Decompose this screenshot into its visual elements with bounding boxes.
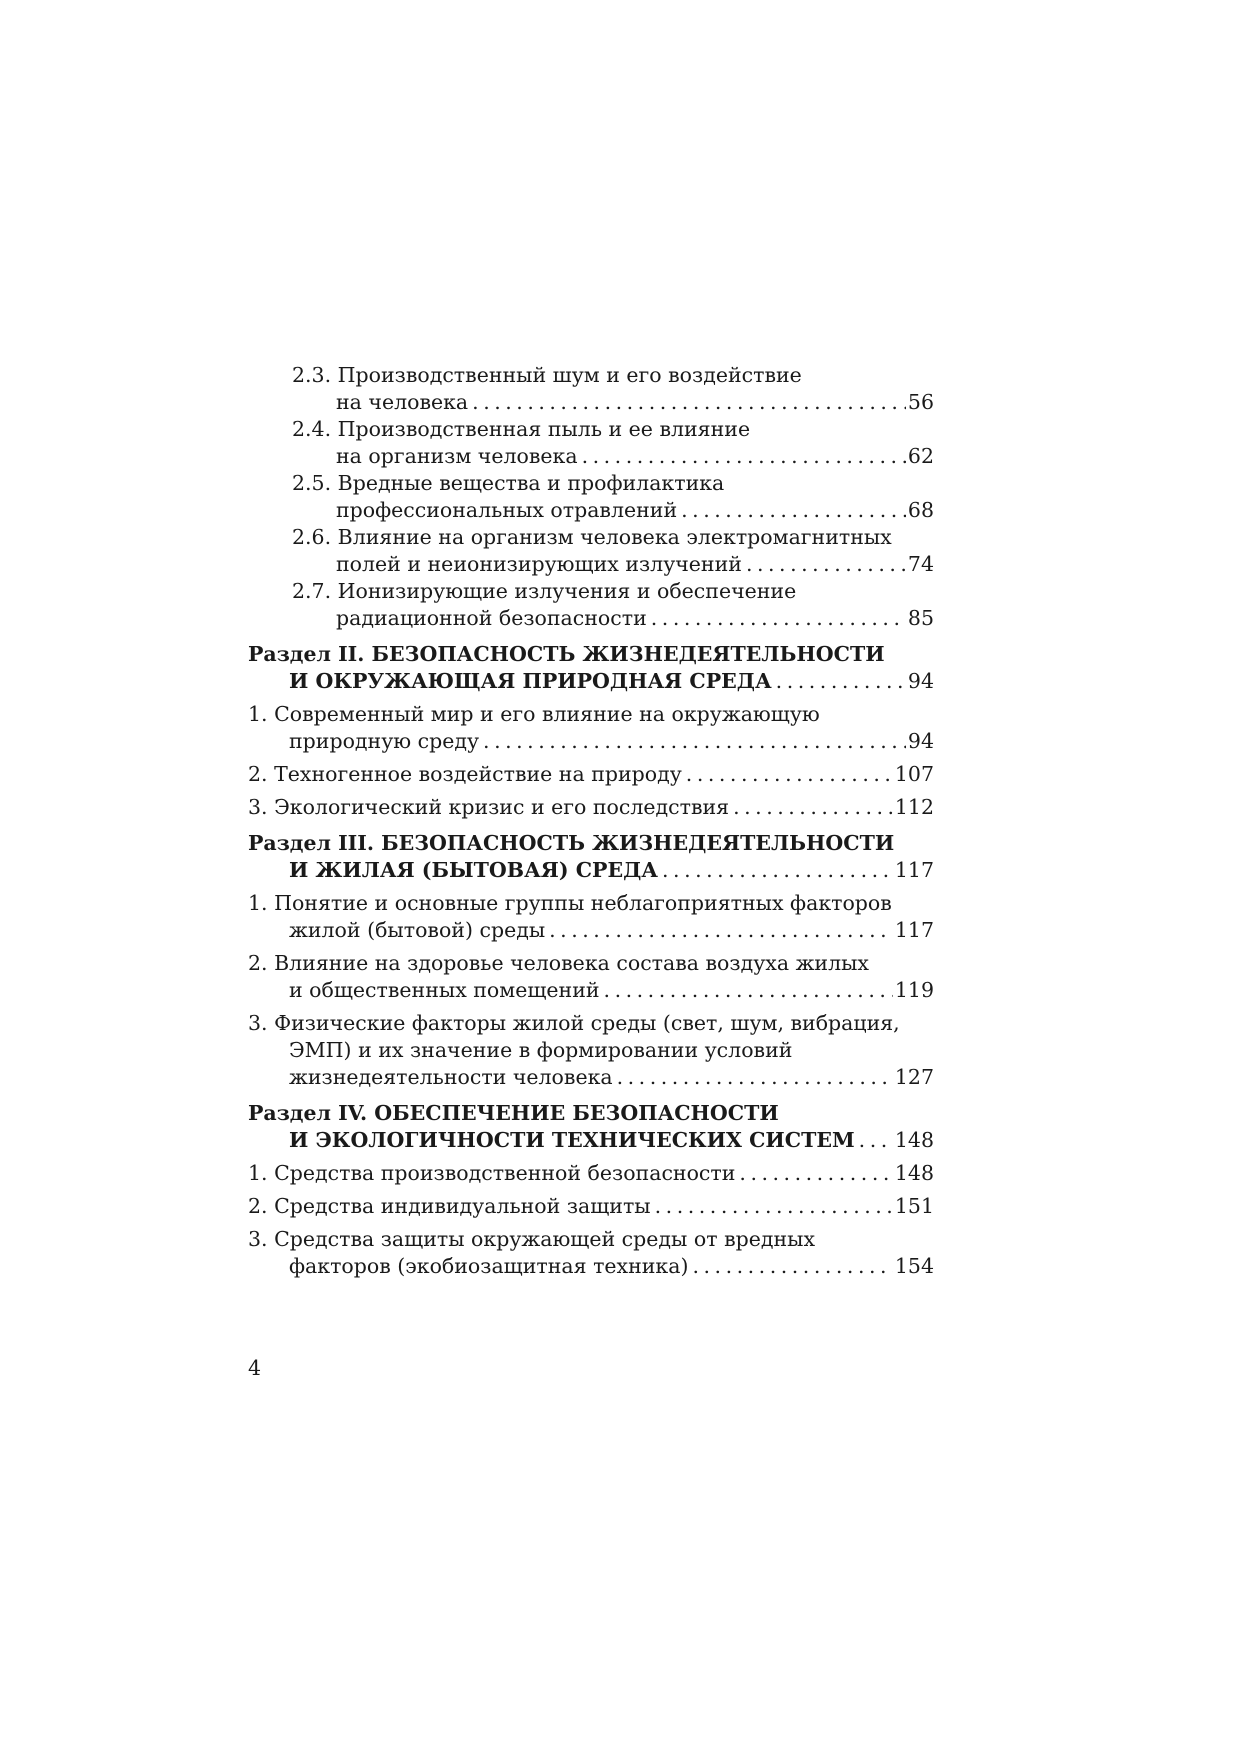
- toc-entry-title: 2. Техногенное воздействие на природу: [248, 762, 682, 786]
- leader-dots: [859, 1127, 893, 1154]
- toc-entry-line: Раздел III. БЕЗОПАСНОСТЬ ЖИЗНЕДЕЯТЕЛЬНОСТИ: [248, 831, 895, 855]
- toc-entry-last-line: [248, 443, 934, 470]
- toc-entry-line: ЭМП) и их значение в формировании условий: [289, 1038, 793, 1062]
- leader-dots: [739, 1160, 892, 1187]
- toc-section-heading: [248, 830, 934, 884]
- toc-page-number: 107: [894, 762, 934, 786]
- toc-entry: [248, 794, 934, 821]
- page-number: 4: [248, 1356, 262, 1380]
- toc-entry-title: 1. Средства производственной безопасности: [248, 1161, 736, 1185]
- toc-page-number: 68: [907, 498, 934, 522]
- toc-entry-title: 2. Средства индивидуальной защиты: [248, 1194, 651, 1218]
- toc-entry-title: профессиональных отравлений: [336, 498, 678, 522]
- leader-dots: [472, 389, 906, 416]
- toc-entry: [248, 701, 934, 755]
- toc-entry-line: 3. Средства защиты окружающей среды от вредных: [248, 1227, 816, 1251]
- toc-entry-last-line: [248, 917, 934, 944]
- toc-entry: [248, 578, 934, 632]
- toc-entry: [248, 362, 934, 416]
- toc-entry-line: 2. Влияние на здоровье человека состава воздуха жилых: [248, 951, 869, 975]
- leader-dots: [686, 761, 893, 788]
- toc-page-number: 94: [907, 669, 934, 693]
- toc-entry-last-line: [248, 497, 934, 524]
- toc-page-number: 117: [894, 858, 934, 882]
- toc-entry-title: радиационной безопасности: [336, 606, 647, 630]
- toc-entry: [248, 1226, 934, 1280]
- toc-page-number: 151: [894, 1194, 934, 1218]
- toc-entry-title: 3. Экологический кризис и его последствия: [248, 795, 730, 819]
- leader-dots: [582, 443, 906, 470]
- toc-page-number: 85: [907, 606, 934, 630]
- toc-entry-title: и общественных помещений: [289, 978, 600, 1002]
- toc-entry-last-line: [248, 389, 934, 416]
- toc-section-heading: [248, 1100, 934, 1154]
- toc-entry-line: 2.3. Производственный шум и его воздействие: [292, 363, 802, 387]
- leader-dots: [651, 605, 906, 632]
- toc-entry-line: 2.4. Производственная пыль и ее влияние: [292, 417, 751, 441]
- toc-entry-last-line: [248, 857, 934, 884]
- leader-dots: [692, 1253, 892, 1280]
- toc-entry: [248, 761, 934, 788]
- leader-dots: [617, 1064, 893, 1091]
- toc-entry-last-line: [248, 1253, 934, 1280]
- toc-entry-last-line: [248, 794, 934, 821]
- toc-entry: [248, 416, 934, 470]
- toc-entry-line: 1. Современный мир и его влияние на окружающую: [248, 702, 820, 726]
- toc-entry-line: Раздел IV. ОБЕСПЕЧЕНИЕ БЕЗОПАСНОСТИ: [248, 1101, 779, 1125]
- toc-entry-title: природную среду: [289, 729, 480, 753]
- toc-entry: [248, 890, 934, 944]
- toc-entry-last-line: [248, 977, 934, 1004]
- toc-entry-title: жизнедеятельности человека: [289, 1065, 613, 1089]
- toc-entry-title: И ЭКОЛОГИЧНОСТИ ТЕХНИЧЕСКИХ СИСТЕМ: [289, 1128, 855, 1152]
- toc-entry-line: 2.5. Вредные вещества и профилактика: [292, 471, 725, 495]
- toc-page-number: 94: [907, 729, 934, 753]
- toc-entry: [248, 950, 934, 1004]
- leader-dots: [662, 857, 893, 884]
- toc-entry-line: 1. Понятие и основные группы неблагоприятных факторов: [248, 891, 892, 915]
- toc-page-number: 62: [907, 444, 934, 468]
- toc-entry-title: жилой (бытовой) среды: [289, 918, 546, 942]
- toc-entry-last-line: [248, 1127, 934, 1154]
- toc-section-heading: [248, 641, 934, 695]
- toc-entry: [248, 524, 934, 578]
- toc-entry: [248, 1160, 934, 1187]
- toc-page-number: 119: [894, 978, 934, 1002]
- toc-entry-last-line: [248, 1064, 934, 1091]
- toc-entry-line: 2.7. Ионизирующие излучения и обеспечение: [292, 579, 797, 603]
- leader-dots: [776, 668, 906, 695]
- table-of-contents: [248, 362, 934, 1286]
- toc-entry: [248, 1193, 934, 1220]
- toc-entry-last-line: [248, 761, 934, 788]
- toc-entry-title: факторов (экобиозащитная техника): [289, 1254, 689, 1278]
- toc-page-number: 154: [894, 1254, 934, 1278]
- toc-entry-title: И ЖИЛАЯ (БЫТОВАЯ) СРЕДА: [289, 858, 658, 882]
- leader-dots: [549, 917, 893, 944]
- toc-entry-last-line: [248, 551, 934, 578]
- toc-entry-line: Раздел II. БЕЗОПАСНОСТЬ ЖИЗНЕДЕЯТЕЛЬНОСТИ: [248, 642, 885, 666]
- toc-entry: [248, 1010, 934, 1091]
- toc-page-number: 127: [894, 1065, 934, 1089]
- leader-dots: [655, 1193, 893, 1220]
- toc-page-number: 117: [894, 918, 934, 942]
- toc-entry-last-line: [248, 728, 934, 755]
- leader-dots: [604, 977, 893, 1004]
- toc-entry-title: полей и неионизирующих излучений: [336, 552, 742, 576]
- toc-entry-title: на человека: [336, 390, 469, 414]
- toc-entry-title: на организм человека: [336, 444, 578, 468]
- toc-page-number: 148: [894, 1128, 934, 1152]
- toc-entry-title: И ОКРУЖАЮЩАЯ ПРИРОДНАЯ СРЕДА: [289, 669, 772, 693]
- leader-dots: [681, 497, 906, 524]
- toc-entry-line: 3. Физические факторы жилой среды (свет, шум, вибрация,: [248, 1011, 900, 1035]
- toc-entry-line: 2.6. Влияние на организм человека электромагнитных: [292, 525, 892, 549]
- leader-dots: [483, 728, 906, 755]
- toc-page-number: 74: [907, 552, 934, 576]
- toc-entry-last-line: [248, 1160, 934, 1187]
- toc-entry: [248, 470, 934, 524]
- leader-dots: [746, 551, 906, 578]
- leader-dots: [733, 794, 893, 821]
- toc-page-number: 56: [907, 390, 934, 414]
- toc-page-number: 112: [894, 795, 934, 819]
- toc-entry-last-line: [248, 668, 934, 695]
- toc-entry-last-line: [248, 605, 934, 632]
- toc-entry-last-line: [248, 1193, 934, 1220]
- toc-page-number: 148: [894, 1161, 934, 1185]
